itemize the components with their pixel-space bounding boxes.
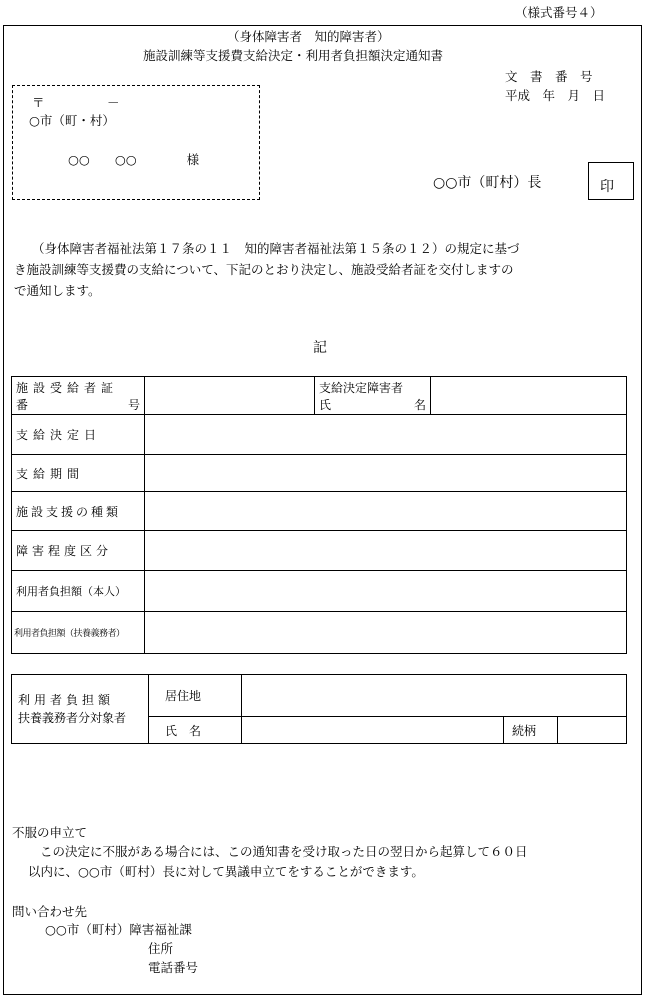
issuer: ○○市（町村）長 [433, 175, 542, 191]
supporter-charge-label: 利用者負担額（扶養義務者） [12, 612, 145, 654]
decision-date-label: 支給決定日 [12, 415, 145, 455]
decision-table [11, 376, 627, 654]
recipient-name: ○○ ○○ 様 [68, 152, 200, 167]
self-charge-value[interactable] [145, 571, 627, 612]
residence-label: 居住地 [149, 675, 242, 717]
body-line-2: き施設訓練等支援費の支給について、下記のとおり決定し、施設受給者証を交付しますの [14, 262, 514, 277]
residence-value[interactable] [242, 675, 627, 717]
contact-phone: 電話番号 [148, 960, 199, 975]
issue-date: 平成 年 月 日 [505, 88, 606, 103]
relation-value[interactable] [558, 717, 627, 744]
supporter-charge-value[interactable] [145, 612, 627, 654]
body-line-1: （身体障害者福祉法第１７条の１１ 知的障害者福祉法第１５条の１２）の規定に基づ [32, 241, 520, 256]
recipient-city: ○市（町・村） [29, 113, 115, 128]
relation-label: 続柄 [504, 717, 558, 744]
appeal-line-1: この決定に不服がある場合には、この通知書を受け取った日の翌日から起算して６０日 [40, 844, 528, 859]
document-title: 施設訓練等支援費支給決定・利用者負担額決定通知書 [143, 48, 444, 63]
disability-level-value[interactable] [145, 531, 627, 571]
contact-org: ○○市（町村）障害福祉課 [45, 922, 192, 937]
document-subtitle: （身体障害者 知的障害者） [227, 29, 390, 44]
supporter-label: 利用者負担額 扶養義務者分対象者 [12, 675, 149, 744]
self-charge-label: 利用者負担額（本人） [12, 571, 145, 612]
appeal-line-2: 以内に、○○市（町村）長に対して異議申立てをすることができます。 [28, 864, 424, 879]
name-value[interactable] [242, 717, 504, 744]
postal-code: 〒 － [32, 95, 120, 110]
decision-date-value[interactable] [145, 415, 627, 455]
period-label: 支給期間 [12, 455, 145, 492]
form-number: （様式番号４） [515, 5, 603, 20]
supporter-table [11, 674, 627, 744]
cert-number-label: 施設受給者証 番 号 [12, 377, 145, 415]
cert-number-value[interactable] [145, 377, 315, 415]
contact-address: 住所 [148, 941, 174, 956]
ki-heading: 記 [313, 340, 327, 356]
support-type-label: 施設支援の種類 [12, 492, 145, 531]
contact-heading: 問い合わせ先 [12, 904, 88, 919]
disability-level-label: 障害程度区分 [12, 531, 145, 571]
period-value[interactable] [145, 455, 627, 492]
seal-label: 印 [600, 179, 614, 195]
appeal-heading: 不服の申立て [12, 825, 88, 840]
decided-person-value[interactable] [431, 377, 627, 415]
name-label: 氏 名 [149, 717, 242, 744]
doc-number: 文 書 番 号 [505, 69, 593, 84]
support-type-value[interactable] [145, 492, 627, 531]
body-line-3: で通知します。 [14, 283, 101, 298]
decided-person-label: 支給決定障害者 氏 名 [315, 377, 431, 415]
